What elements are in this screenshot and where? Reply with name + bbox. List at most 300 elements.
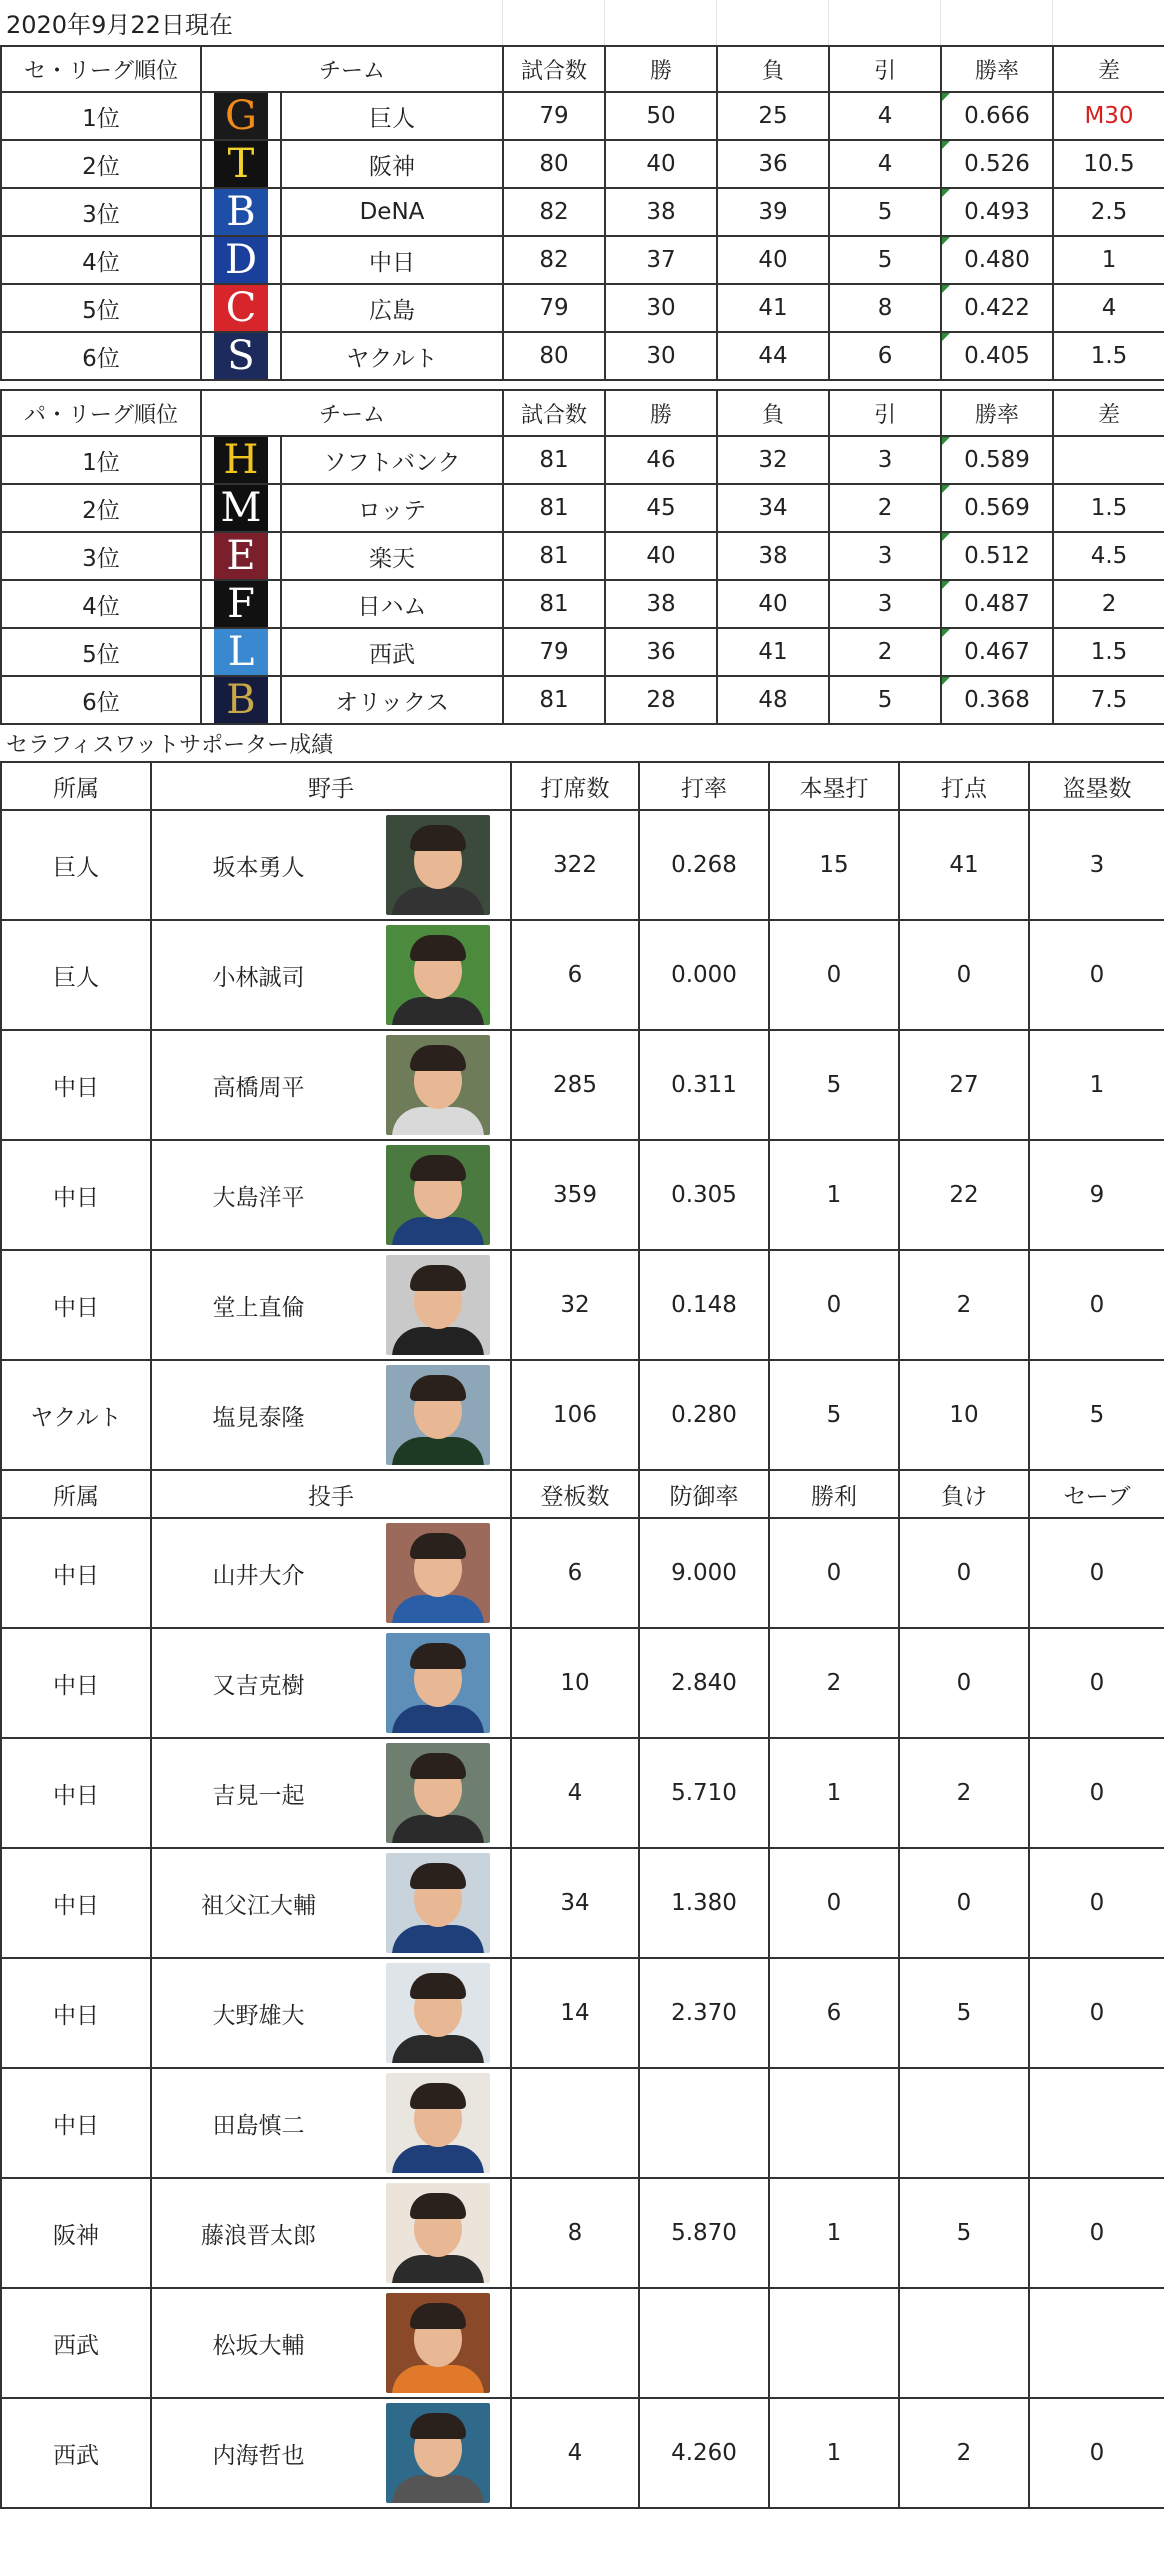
- win-pct-cell: 0.666: [941, 92, 1053, 140]
- team-logo-icon: M: [214, 485, 268, 531]
- stat-cell-w: 40: [605, 532, 717, 580]
- stat-cell-w: [769, 2288, 899, 2398]
- stat-cell-l: 40: [717, 236, 829, 284]
- stat-cell-w: 2: [769, 1628, 899, 1738]
- batters-row: [1, 1140, 1164, 1250]
- stat-cell-w: 0: [769, 1848, 899, 1958]
- stat-cell-sb: 5: [1029, 1360, 1164, 1470]
- stat-cell-l: 48: [717, 676, 829, 724]
- player-photo: [386, 1035, 490, 1135]
- stat-cell-rbi: 27: [899, 1030, 1029, 1140]
- central-header-row: [1, 46, 1164, 92]
- stat-cell-sb: 3: [1029, 810, 1164, 920]
- player-photo-cell: [365, 1518, 511, 1628]
- player-photo: [386, 1743, 490, 1843]
- win-pct-cell: 0.405: [941, 332, 1053, 380]
- rank-cell: 3位: [1, 188, 201, 236]
- games-behind-cell: 1.5: [1053, 332, 1164, 380]
- stat-cell-rbi: 22: [899, 1140, 1029, 1250]
- player-photo: [386, 815, 490, 915]
- affiliation-cell: 中日: [1, 1628, 151, 1738]
- stat-cell-sv: 0: [1029, 2178, 1164, 2288]
- affiliation-cell: 西武: [1, 2288, 151, 2398]
- stat-cell-d: 3: [829, 580, 941, 628]
- date-row: [0, 0, 1164, 45]
- stat-cell-w: 45: [605, 484, 717, 532]
- player-photo: [386, 1963, 490, 2063]
- win-pct-cell: 0.589: [941, 436, 1053, 484]
- team-name-cell: 西武: [281, 628, 503, 676]
- stat-cell-d: 6: [829, 332, 941, 380]
- pitchers-header-cell: 所属: [1, 1470, 151, 1518]
- stat-cell-l: 40: [717, 580, 829, 628]
- stat-cell-games: 82: [503, 188, 605, 236]
- pacific-header-cell: 引: [829, 390, 941, 436]
- stat-cell-sb: 9: [1029, 1140, 1164, 1250]
- affiliation-cell: 中日: [1, 2068, 151, 2178]
- player-photo-cell: [365, 1250, 511, 1360]
- stat-cell-games: 81: [503, 580, 605, 628]
- stat-cell-w: 36: [605, 628, 717, 676]
- stat-cell-games: 80: [503, 332, 605, 380]
- stat-cell-rbi: 0: [899, 920, 1029, 1030]
- stat-cell-l: 2: [899, 1738, 1029, 1848]
- pitchers-row: [1, 1958, 1164, 2068]
- player-name-cell: 山井大介: [151, 1518, 365, 1628]
- team-name-cell: DeNA: [281, 188, 503, 236]
- affiliation-cell: 中日: [1, 1848, 151, 1958]
- stat-cell-hr: 5: [769, 1030, 899, 1140]
- team-name-cell: 楽天: [281, 532, 503, 580]
- team-logo-icon: F: [214, 581, 268, 627]
- games-behind-cell: 2.5: [1053, 188, 1164, 236]
- stat-cell-games: 81: [503, 676, 605, 724]
- pitchers-row: [1, 1848, 1164, 1958]
- stat-cell-l: [899, 2288, 1029, 2398]
- stat-cell-avg: 0.305: [639, 1140, 769, 1250]
- rank-cell: 1位: [1, 436, 201, 484]
- stat-cell-w: 40: [605, 140, 717, 188]
- stat-cell-l: 0: [899, 1518, 1029, 1628]
- stat-cell-pa: 359: [511, 1140, 639, 1250]
- player-photo: [386, 1523, 490, 1623]
- team-logo-icon: S: [214, 333, 268, 379]
- team-logo-icon: L: [214, 629, 268, 675]
- stat-cell-w: 30: [605, 284, 717, 332]
- stat-cell-era: 2.840: [639, 1628, 769, 1738]
- stat-cell-w: 28: [605, 676, 717, 724]
- stat-cell-g: 8: [511, 2178, 639, 2288]
- stat-cell-g: 34: [511, 1848, 639, 1958]
- stat-cell-era: [639, 2288, 769, 2398]
- team-logo-icon: D: [214, 237, 268, 283]
- batters-header-cell: 所属: [1, 762, 151, 810]
- player-name-cell: 大島洋平: [151, 1140, 365, 1250]
- player-photo-cell: [365, 920, 511, 1030]
- batters-header-cell: 打点: [899, 762, 1029, 810]
- rank-cell: 6位: [1, 676, 201, 724]
- stat-cell-l: 2: [899, 2398, 1029, 2508]
- batters-row: [1, 810, 1164, 920]
- player-photo-cell: [365, 2288, 511, 2398]
- player-name-cell: 田島慎二: [151, 2068, 365, 2178]
- rank-cell: 4位: [1, 580, 201, 628]
- stat-cell-sv: 0: [1029, 1958, 1164, 2068]
- player-photo-cell: [365, 1360, 511, 1470]
- affiliation-cell: 阪神: [1, 2178, 151, 2288]
- team-name-cell: ロッテ: [281, 484, 503, 532]
- pacific-team-row: [1, 628, 1164, 676]
- batters-header-cell: 打席数: [511, 762, 639, 810]
- pitchers-header-cell: 投手: [151, 1470, 511, 1518]
- affiliation-cell: 中日: [1, 1030, 151, 1140]
- player-photo-cell: [365, 2398, 511, 2508]
- stat-cell-pa: 285: [511, 1030, 639, 1140]
- stat-cell-sv: [1029, 2288, 1164, 2398]
- player-name-cell: 祖父江大輔: [151, 1848, 365, 1958]
- win-pct-cell: 0.467: [941, 628, 1053, 676]
- team-logo-icon: H: [214, 437, 268, 483]
- pitchers-row: [1, 2068, 1164, 2178]
- pitchers-row: [1, 1628, 1164, 1738]
- win-pct-cell: 0.480: [941, 236, 1053, 284]
- win-pct-cell: 0.368: [941, 676, 1053, 724]
- stat-cell-sv: 0: [1029, 1848, 1164, 1958]
- stat-cell-rbi: 41: [899, 810, 1029, 920]
- pitchers-row: [1, 1518, 1164, 1628]
- affiliation-cell: 西武: [1, 2398, 151, 2508]
- stat-cell-era: 4.260: [639, 2398, 769, 2508]
- stat-cell-games: 81: [503, 532, 605, 580]
- team-logo-cell: [201, 580, 281, 628]
- player-name-cell: 坂本勇人: [151, 810, 365, 920]
- stat-cell-l: 41: [717, 628, 829, 676]
- stat-cell-rbi: 2: [899, 1250, 1029, 1360]
- stat-cell-g: 4: [511, 1738, 639, 1848]
- pitchers-row: [1, 2288, 1164, 2398]
- stat-cell-d: 8: [829, 284, 941, 332]
- stat-cell-d: 2: [829, 628, 941, 676]
- stat-cell-g: 10: [511, 1628, 639, 1738]
- affiliation-cell: 中日: [1, 1140, 151, 1250]
- player-name-cell: 又吉克樹: [151, 1628, 365, 1738]
- stat-cell-l: 32: [717, 436, 829, 484]
- games-behind-cell: 10.5: [1053, 140, 1164, 188]
- stat-cell-games: 79: [503, 628, 605, 676]
- games-behind-cell: 4.5: [1053, 532, 1164, 580]
- stat-cell-l: 5: [899, 1958, 1029, 2068]
- affiliation-cell: 中日: [1, 1738, 151, 1848]
- team-name-cell: 広島: [281, 284, 503, 332]
- batters-header-row: [1, 762, 1164, 810]
- player-photo-cell: [365, 1848, 511, 1958]
- stat-cell-era: 2.370: [639, 1958, 769, 2068]
- stat-cell-era: 1.380: [639, 1848, 769, 1958]
- stat-cell-era: 5.870: [639, 2178, 769, 2288]
- pitchers-row: [1, 1738, 1164, 1848]
- stat-cell-era: 5.710: [639, 1738, 769, 1848]
- stat-cell-l: 38: [717, 532, 829, 580]
- stat-cell-pa: 32: [511, 1250, 639, 1360]
- pitchers-header-cell: 登板数: [511, 1470, 639, 1518]
- rank-cell: 2位: [1, 140, 201, 188]
- stat-cell-w: 1: [769, 2178, 899, 2288]
- stat-cell-games: 81: [503, 436, 605, 484]
- stat-cell-w: 6: [769, 1958, 899, 2068]
- central-header-cell: セ・リーグ順位: [1, 46, 201, 92]
- win-pct-cell: 0.512: [941, 532, 1053, 580]
- batters-row: [1, 1250, 1164, 1360]
- team-name-cell: 日ハム: [281, 580, 503, 628]
- stat-cell-era: 9.000: [639, 1518, 769, 1628]
- stat-cell-l: [899, 2068, 1029, 2178]
- stat-cell-w: 0: [769, 1518, 899, 1628]
- stat-cell-w: 1: [769, 1738, 899, 1848]
- player-name-cell: 吉見一起: [151, 1738, 365, 1848]
- stat-cell-games: 79: [503, 92, 605, 140]
- stat-cell-l: 0: [899, 1628, 1029, 1738]
- stat-cell-sv: [1029, 2068, 1164, 2178]
- central-team-row: [1, 284, 1164, 332]
- stat-cell-w: 30: [605, 332, 717, 380]
- stat-cell-d: 5: [829, 188, 941, 236]
- pacific-team-row: [1, 436, 1164, 484]
- stat-cell-avg: 0.148: [639, 1250, 769, 1360]
- player-photo-cell: [365, 2178, 511, 2288]
- games-behind-cell: [1053, 436, 1164, 484]
- player-name-cell: 松坂大輔: [151, 2288, 365, 2398]
- pitchers-row: [1, 2178, 1164, 2288]
- games-behind-cell: M30: [1053, 92, 1164, 140]
- win-pct-cell: 0.422: [941, 284, 1053, 332]
- stat-cell-pa: 6: [511, 920, 639, 1030]
- stat-cell-l: 34: [717, 484, 829, 532]
- player-name-cell: 藤浪晋太郎: [151, 2178, 365, 2288]
- team-logo-icon: G: [214, 93, 268, 139]
- team-logo-icon: T: [214, 141, 268, 187]
- games-behind-cell: 1.5: [1053, 484, 1164, 532]
- stat-cell-d: 5: [829, 236, 941, 284]
- stat-cell-hr: 5: [769, 1360, 899, 1470]
- rank-cell: 4位: [1, 236, 201, 284]
- stat-cell-sv: 0: [1029, 1518, 1164, 1628]
- stat-cell-games: 79: [503, 284, 605, 332]
- batters-row: [1, 1030, 1164, 1140]
- pacific-team-row: [1, 580, 1164, 628]
- pacific-header-cell: パ・リーグ順位: [1, 390, 201, 436]
- team-logo-cell: [201, 532, 281, 580]
- central-header-cell: 差: [1053, 46, 1164, 92]
- stat-cell-hr: 0: [769, 1250, 899, 1360]
- central-header-cell: 引: [829, 46, 941, 92]
- player-photo-cell: [365, 810, 511, 920]
- win-pct-cell: 0.526: [941, 140, 1053, 188]
- player-photo: [386, 925, 490, 1025]
- team-name-cell: ヤクルト: [281, 332, 503, 380]
- stat-cell-l: 5: [899, 2178, 1029, 2288]
- batters-row: [1, 920, 1164, 1030]
- player-photo: [386, 1255, 490, 1355]
- central-header-cell: 試合数: [503, 46, 605, 92]
- win-pct-cell: 0.493: [941, 188, 1053, 236]
- stat-cell-l: 39: [717, 188, 829, 236]
- supporters-table: [0, 761, 1164, 2509]
- batters-header-cell: 野手: [151, 762, 511, 810]
- pacific-header-cell: 負: [717, 390, 829, 436]
- stat-cell-w: 50: [605, 92, 717, 140]
- stat-cell-d: 4: [829, 92, 941, 140]
- affiliation-cell: 巨人: [1, 920, 151, 1030]
- team-name-cell: 中日: [281, 236, 503, 284]
- stat-cell-g: [511, 2288, 639, 2398]
- batters-header-cell: 盗塁数: [1029, 762, 1164, 810]
- pacific-header-row: [1, 390, 1164, 436]
- player-photo: [386, 1145, 490, 1245]
- games-behind-cell: 1: [1053, 236, 1164, 284]
- team-logo-cell: [201, 140, 281, 188]
- pacific-team-row: [1, 532, 1164, 580]
- stat-cell-d: 4: [829, 140, 941, 188]
- pacific-header-cell: 勝率: [941, 390, 1053, 436]
- affiliation-cell: 巨人: [1, 810, 151, 920]
- stat-cell-g: 4: [511, 2398, 639, 2508]
- player-photo: [386, 1853, 490, 1953]
- pacific-team-row: [1, 484, 1164, 532]
- central-team-row: [1, 332, 1164, 380]
- date-label: 2020年9月22日現在: [6, 11, 233, 39]
- stat-cell-games: 81: [503, 484, 605, 532]
- stat-cell-era: [639, 2068, 769, 2178]
- central-team-row: [1, 92, 1164, 140]
- central-header-cell: 勝: [605, 46, 717, 92]
- pitchers-header-cell: 勝利: [769, 1470, 899, 1518]
- stat-cell-sv: 0: [1029, 1628, 1164, 1738]
- stat-cell-l: 44: [717, 332, 829, 380]
- team-logo-cell: [201, 436, 281, 484]
- player-photo-cell: [365, 1140, 511, 1250]
- player-photo: [386, 2293, 490, 2393]
- team-logo-cell: [201, 188, 281, 236]
- pacific-header-cell: 勝: [605, 390, 717, 436]
- batters-header-cell: 打率: [639, 762, 769, 810]
- player-photo-cell: [365, 1738, 511, 1848]
- player-photo-cell: [365, 1958, 511, 2068]
- team-name-cell: ソフトバンク: [281, 436, 503, 484]
- team-name-cell: オリックス: [281, 676, 503, 724]
- win-pct-cell: 0.569: [941, 484, 1053, 532]
- stat-cell-w: 46: [605, 436, 717, 484]
- stat-cell-sv: 0: [1029, 2398, 1164, 2508]
- stat-cell-w: 38: [605, 188, 717, 236]
- pacific-header-cell: 試合数: [503, 390, 605, 436]
- pitchers-header-cell: 負け: [899, 1470, 1029, 1518]
- team-logo-icon: E: [214, 533, 268, 579]
- player-photo-cell: [365, 1628, 511, 1738]
- player-photo: [386, 2183, 490, 2283]
- central-team-row: [1, 236, 1164, 284]
- player-photo: [386, 2403, 490, 2503]
- stat-cell-pa: 106: [511, 1360, 639, 1470]
- team-logo-cell: [201, 332, 281, 380]
- games-behind-cell: 7.5: [1053, 676, 1164, 724]
- pacific-team-row: [1, 676, 1164, 724]
- stat-cell-w: 38: [605, 580, 717, 628]
- affiliation-cell: 中日: [1, 1958, 151, 2068]
- central-header-cell: 勝率: [941, 46, 1053, 92]
- pacific-header-cell: 差: [1053, 390, 1164, 436]
- stat-cell-games: 82: [503, 236, 605, 284]
- stat-cell-avg: 0.311: [639, 1030, 769, 1140]
- team-logo-cell: [201, 628, 281, 676]
- supporters-title: [0, 725, 1164, 761]
- win-pct-cell: 0.487: [941, 580, 1053, 628]
- team-logo-icon: B: [214, 189, 268, 235]
- rank-cell: 5位: [1, 628, 201, 676]
- stat-cell-hr: 1: [769, 1140, 899, 1250]
- player-name-cell: 堂上直倫: [151, 1250, 365, 1360]
- pacific-header-cell: チーム: [201, 390, 503, 436]
- rank-cell: 1位: [1, 92, 201, 140]
- central-header-cell: 負: [717, 46, 829, 92]
- rank-cell: 3位: [1, 532, 201, 580]
- stat-cell-games: 80: [503, 140, 605, 188]
- pitchers-header-row: [1, 1470, 1164, 1518]
- stat-cell-sb: 1: [1029, 1030, 1164, 1140]
- supporters-title-text: セラフィスワットサポーター成績: [6, 732, 334, 758]
- stat-cell-hr: 15: [769, 810, 899, 920]
- affiliation-cell: ヤクルト: [1, 1360, 151, 1470]
- player-photo: [386, 1633, 490, 1733]
- pitchers-header-cell: 防御率: [639, 1470, 769, 1518]
- stat-cell-l: 25: [717, 92, 829, 140]
- stat-cell-avg: 0.000: [639, 920, 769, 1030]
- rank-cell: 5位: [1, 284, 201, 332]
- stat-cell-d: 2: [829, 484, 941, 532]
- stat-cell-pa: 322: [511, 810, 639, 920]
- rank-cell: 6位: [1, 332, 201, 380]
- stat-cell-w: 1: [769, 2398, 899, 2508]
- player-name-cell: 内海哲也: [151, 2398, 365, 2508]
- player-name-cell: 大野雄大: [151, 1958, 365, 2068]
- team-logo-cell: [201, 92, 281, 140]
- stat-cell-l: 0: [899, 1848, 1029, 1958]
- rank-cell: 2位: [1, 484, 201, 532]
- player-photo-cell: [365, 2068, 511, 2178]
- stat-cell-w: 37: [605, 236, 717, 284]
- team-name-cell: 阪神: [281, 140, 503, 188]
- player-name-cell: 小林誠司: [151, 920, 365, 1030]
- team-name-cell: 巨人: [281, 92, 503, 140]
- stat-cell-d: 3: [829, 532, 941, 580]
- player-name-cell: 高橋周平: [151, 1030, 365, 1140]
- affiliation-cell: 中日: [1, 1518, 151, 1628]
- batters-row: [1, 1360, 1164, 1470]
- stat-cell-d: 3: [829, 436, 941, 484]
- games-behind-cell: 4: [1053, 284, 1164, 332]
- team-logo-cell: [201, 236, 281, 284]
- central-header-cell: チーム: [201, 46, 503, 92]
- player-photo: [386, 1365, 490, 1465]
- games-behind-cell: 1.5: [1053, 628, 1164, 676]
- team-logo-icon: B: [214, 677, 268, 723]
- stat-cell-avg: 0.280: [639, 1360, 769, 1470]
- central-team-row: [1, 140, 1164, 188]
- stat-cell-rbi: 10: [899, 1360, 1029, 1470]
- stat-cell-l: 41: [717, 284, 829, 332]
- affiliation-cell: 中日: [1, 1250, 151, 1360]
- team-logo-cell: [201, 484, 281, 532]
- stat-cell-hr: 0: [769, 920, 899, 1030]
